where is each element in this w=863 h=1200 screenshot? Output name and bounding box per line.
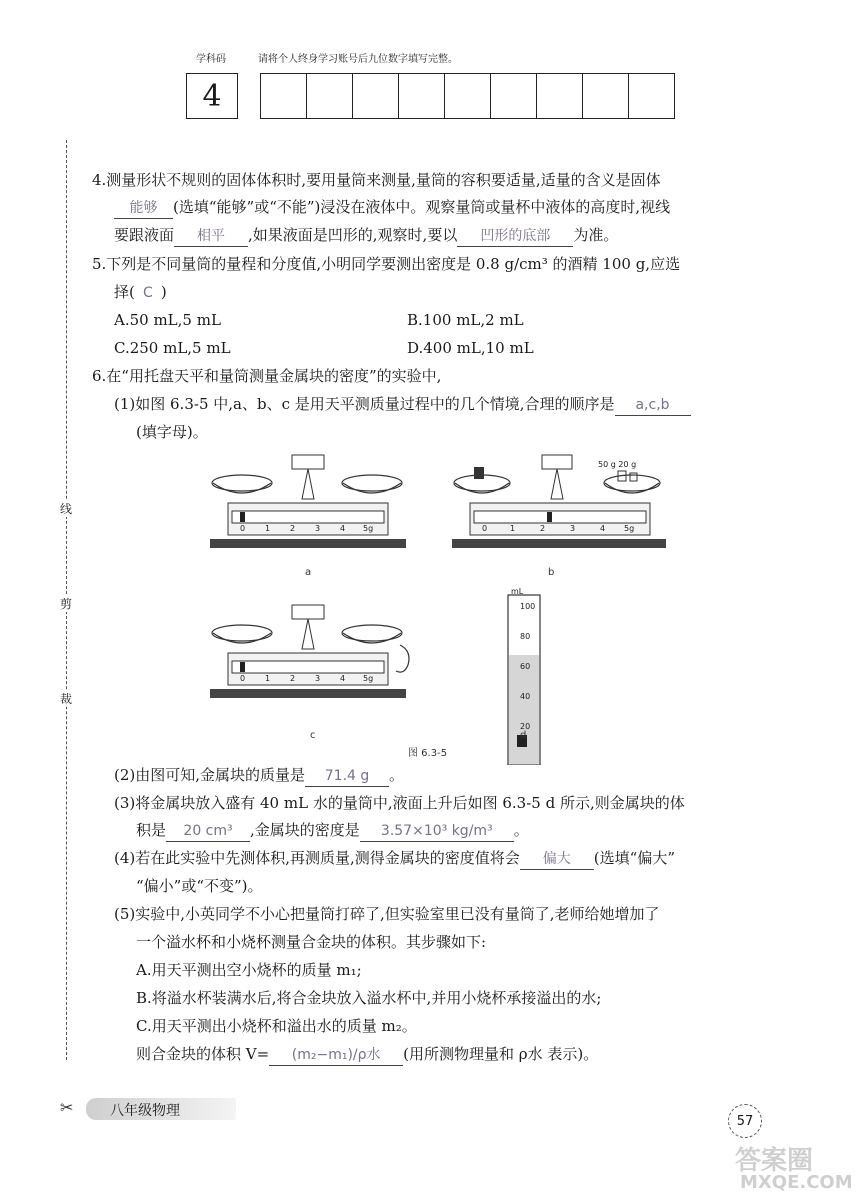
scale-tick: 5g: [624, 524, 635, 533]
q4-line3-b: ,如果液面是凹形的,观察时,要以: [248, 226, 458, 244]
scale-tick: 1: [265, 674, 271, 683]
page-number-badge: [728, 1104, 762, 1138]
cylinder-tick: 40: [520, 692, 531, 701]
cylinder-tick: 60: [520, 662, 531, 671]
fig-label-c: c: [310, 730, 316, 741]
q5-answer[interactable]: C: [142, 285, 153, 301]
q6-p3-answer1[interactable]: 20 cm³: [166, 821, 250, 842]
q5-line2-b: ): [160, 283, 167, 301]
q6-p5-line1: (5)实验中,小英同学不小心把量筒打碎了,但实验室里已没有量筒了,老师给她增加了: [114, 905, 660, 923]
scale-tick: 3: [570, 524, 576, 533]
q6-final-answer[interactable]: (m₂−m₁)/ρ水: [269, 1045, 403, 1066]
q6-p1-answer[interactable]: a,c,b: [615, 395, 691, 416]
figure-caption: 图 6.3-5: [408, 748, 448, 759]
margin-char-line: 线: [60, 502, 73, 516]
scale-tick: 5g: [363, 674, 374, 683]
margin-char-trim: 裁: [60, 692, 73, 706]
scale-tick: 3: [315, 674, 321, 683]
subject-code-label: 学科码: [196, 54, 226, 65]
watermark-bottom: MXQE.COM: [740, 1172, 853, 1193]
q6-p4-answer[interactable]: 偏大: [520, 849, 594, 870]
q6-p4-line1: [114, 848, 675, 870]
account-instruction: 请将个人终身学习账号后九位数字填写完整。: [258, 54, 458, 65]
q6-step-a: A.用天平测出空小烧杯的质量 m₁;: [136, 961, 362, 979]
q6-final-a: 则合金块的体积 V=: [136, 1045, 270, 1063]
q4-answer3[interactable]: 凹形的底部: [457, 226, 573, 247]
q6-p3-line2: [136, 820, 529, 842]
fig-label-a: a: [305, 567, 312, 578]
watermark-top: 答案圈: [735, 1146, 814, 1176]
cylinder-unit: mL: [511, 587, 524, 596]
fig-b-weights-label: 50 g 20 g: [598, 460, 637, 469]
margin-char-cut: 剪: [60, 597, 73, 611]
q6-p1-a: (1)如图 6.3-5 中,a、b、c 是用天平测质量过程中的几个情境,合理的顺序是: [114, 395, 615, 413]
q6-p1-b: (填字母)。: [136, 423, 208, 441]
q5-option-d: D.400 mL,10 mL: [407, 339, 534, 357]
cylinder-tick: 100: [520, 602, 536, 611]
q6-p2: [114, 765, 404, 787]
q6-title: 6.在“用托盘天平和量筒测量金属块的密度”的实验中,: [92, 367, 442, 385]
q6-final-b: (用所测物理量和 ρ水 表示)。: [403, 1045, 599, 1063]
cylinder-tick: 20: [520, 722, 531, 731]
q5-option-b: B.100 mL,2 mL: [407, 311, 524, 329]
scale-tick: 3: [315, 524, 321, 533]
q6-p2-answer[interactable]: 71.4 g: [305, 766, 389, 787]
scale-tick: 4: [600, 524, 606, 533]
scale-tick: 1: [510, 524, 516, 533]
q6-p5-line2: 一个溢水杯和小烧杯测量合金块的体积。其步骤如下:: [136, 933, 487, 951]
q6-p2-a: (2)由图可知,金属块的质量是: [114, 766, 306, 784]
q5-option-a: A.50 mL,5 mL: [114, 311, 221, 329]
q6-p3-b: ,金属块的密度是: [250, 821, 360, 839]
q6-p2-b: 。: [389, 766, 405, 784]
q6-p4-line2: “偏小”或“不变”)。: [136, 877, 263, 895]
q4-line3-c: 为准。: [573, 226, 619, 244]
q6-p3-answer2[interactable]: 3.57×10³ kg/m³: [360, 821, 514, 842]
scale-tick: 2: [290, 674, 296, 683]
q5-option-c: C.250 mL,5 mL: [114, 339, 231, 357]
q5-line1: 5.下列是不同量筒的量程和分度值,小明同学要测出密度是 0.8 g/cm³ 的酒精 100 g,应选: [92, 255, 681, 273]
q4-line1: 4.测量形状不规则的固体体积时,要用量筒来测量,量筒的容积要适量,适量的含义是固体: [92, 171, 661, 189]
q4-line3-a: 要跟液面: [114, 226, 175, 244]
subject-code-box: 4: [186, 73, 238, 119]
q4-answer2[interactable]: 相平: [174, 226, 248, 247]
q6-p3-line1: (3)将金属块放入盛有 40 mL 水的量筒中,液面上升后如图 6.3-5 d 所示,则金属块的体: [114, 794, 685, 812]
fig-label-d: d: [520, 730, 527, 741]
question-body-2: [92, 0, 812, 1090]
scale-tick: 0: [240, 524, 246, 533]
q6-step-b: B.将溢水杯装满水后,将合金块放入溢水杯中,并用小烧杯承接溢出的水;: [136, 989, 602, 1007]
q6-step-c: C.用天平测出小烧杯和溢出水的质量 m₂。: [136, 1017, 417, 1035]
q6-p3-c: 。: [513, 821, 529, 839]
q6-final: [136, 1044, 598, 1066]
scissors-icon: ✂: [60, 1098, 74, 1117]
scale-tick: 5g: [363, 524, 374, 533]
scale-tick: 1: [265, 524, 271, 533]
scale-tick: 4: [340, 674, 346, 683]
q4-answer1[interactable]: 能够: [114, 198, 173, 219]
scale-tick: 0: [482, 524, 488, 533]
scale-tick: 2: [540, 524, 546, 533]
q6-p3-a: 积是: [136, 821, 167, 839]
q6-p4-a: (4)若在此实验中先测体积,再测质量,测得金属块的密度值将会: [114, 849, 520, 867]
scale-tick: 0: [240, 674, 246, 683]
q5-line2-a: 择(: [114, 283, 135, 301]
q4-line2-text: (选填“能够”或“不能”)浸没在液体中。观察量筒或量杯中液体的高度时,视线: [173, 198, 671, 216]
book-title: 八年级物理: [110, 1103, 180, 1119]
page-number: 57: [736, 1113, 754, 1129]
scale-tick: 2: [290, 524, 296, 533]
cylinder-tick: 80: [520, 632, 531, 641]
scale-tick: 4: [340, 524, 346, 533]
fig-label-b: b: [548, 567, 555, 578]
q6-p4-b: (选填“偏大”: [593, 849, 675, 867]
